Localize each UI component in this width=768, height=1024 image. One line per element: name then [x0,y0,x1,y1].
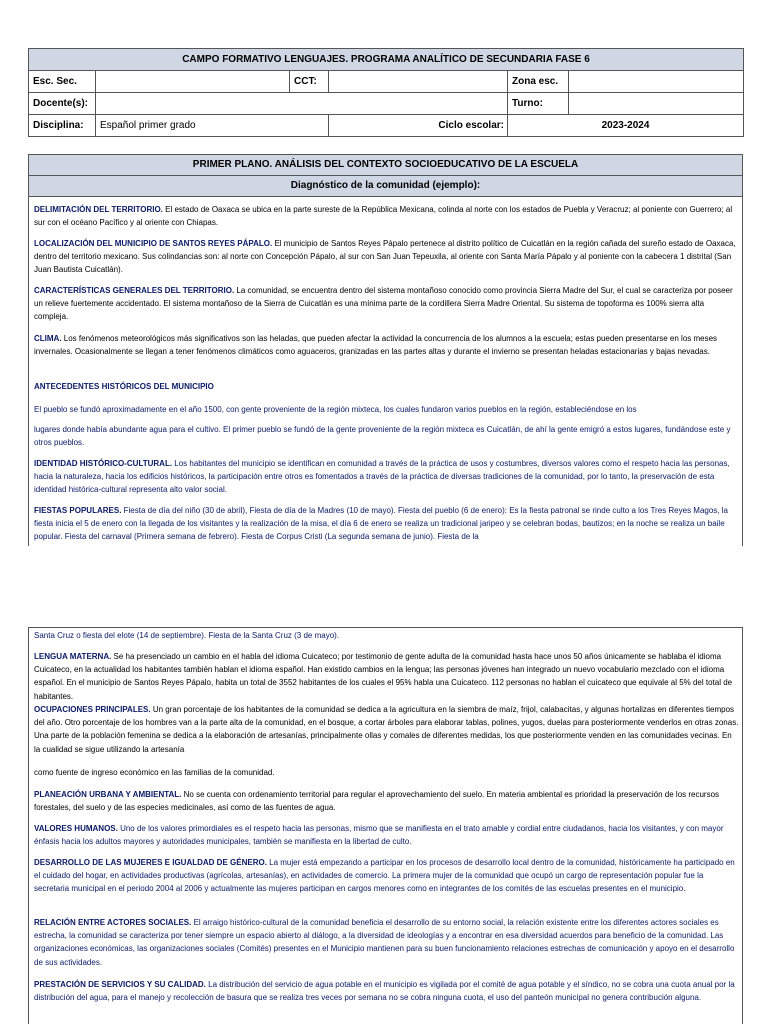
docente-label: Docente(s): [29,93,96,115]
paragraph-planeacion [34,788,740,814]
paragraph-ocupaciones [34,703,740,756]
heading-antecedentes-text: ANTECEDENTES HISTÓRICOS DEL MUNICIPIO [34,382,214,391]
text-caracteristicas: La comunidad, se encuentra dentro del sistema montañoso conocido como provincia Sierra Madre del Sur, el cual se caracteriza por poseer un relieve fuertemente accidentado. El sistema montañoso de la Sierra de Cuicatlán es una mínima parte de la cordillera Sierra Madre Oriental. Su sistema de topoforma es 100% sierra alta compleja. [34,286,733,322]
heading-relacion: RELACIÓN ENTRE ACTORES SOCIALES. [34,918,192,927]
paragraph-ocupaciones-2: como fuente de ingreso económico en las familias de la comunidad. [34,768,275,777]
heading-clima: CLIMA. [34,334,62,343]
text-delimitacion: El estado de Oaxaca se ubica en la parte sureste de la República Mexicana, colinda al norte con los estados de Puebla y Veracruz; al poniente con Guerrero; al sur con el océano Pacífico y al oriente con Chiapas. [34,205,733,228]
docente-field[interactable] [96,93,508,115]
section-title: PRIMER PLANO. ANÁLISIS DEL CONTEXTO SOCIOEDUCATIVO DE LA ESCUELA [29,155,742,176]
heading-valores: VALORES HUMANOS. [34,824,118,833]
heading-identidad: IDENTIDAD HISTÓRICO-CULTURAL. [34,459,173,468]
text-valores: Uno de los valores primordiales es el respeto hacia las personas, mismo que se manifiesta en el trato amable y cordial entre ciudadanos, hacia los visitantes, y con mayor énfasis hacia los adultos mayores y autoridades municipales, también se manifiesta en la libertad de culto. [34,824,724,847]
ciclo-value: 2023-2024 [508,115,744,137]
paragraph-identidad [34,457,740,497]
turno-field[interactable] [569,93,744,115]
heading-delimitacion: DELIMITACIÓN DEL TERRITORIO. [34,205,163,214]
esc-sec-label: Esc. Sec. [29,71,96,93]
heading-servicios: PRESTACIÓN DE SERVICIOS Y SU CALIDAD. [34,980,206,989]
text-servicios: La distribución del servicio de agua potable en el municipio es vigilada por el comité de agua potable y el síndico, no se cobra una cuota anual por la distribución del agua, para el manejo y recolección de basura que se realiza tres veces por semana no se cobra ninguna cuota, el uso del panteón municipal no genera contribución alguna. [34,980,735,1003]
paragraph-caracteristicas [34,284,740,324]
paragraph-localizacion [34,237,740,277]
text-ocupaciones: Un gran porcentaje de los habitantes de la comunidad se dedica a la agricultura en la siembra de maíz, frijol, calabacitas, y algunas hortalizas en diferentes tiempos del año. Otro porcentaje de los hombres van a la parte alta de la comunidad, en el bosque, a cortar árboles para elaborar tablas, polines, yugos, duelas para posteriormente venderlos en otras zonas. Una parte de la población femenina se dedica a la elaboración de artesanías, principalmente ollas y comales de diferentes medidas, los que posteriormente venden en las comunidades vecinas. En la cualidad se sigue utilizando la artesanía [34,705,739,754]
esc-sec-field[interactable] [96,71,290,93]
paragraph-relacion [34,916,740,969]
heading-lengua: LENGUA MATERNA. [34,652,112,661]
paragraph-valores [34,822,740,848]
zona-label: Zona esc. [508,71,569,93]
heading-localizacion: LOCALIZACIÓN DEL MUNICIPIO DE SANTOS REYES PÁPALO. [34,239,273,248]
diagnostic-section-continued [28,627,743,1024]
header-table [28,48,744,137]
disciplina-label: Disciplina: [29,115,96,137]
paragraph-fiestas [34,504,740,544]
heading-caracteristicas: CARACTERÍSTICAS GENERALES DEL TERRITORIO. [34,286,235,295]
paragraph-antecedentes-2: lugares donde había abundante agua para el cultivo. El primer pueblo se fundó de la gente proveniente de la región mixteca es Cuicatlán, de ahí la gente emigró a estos lugares, fundándose este y otros pueblos. [34,425,731,448]
heading-mujeres: DESARROLLO DE LAS MUJERES E IGUALDAD DE GÉNERO. [34,858,267,867]
paragraph-delimitacion [34,203,740,229]
heading-ocupaciones: OCUPACIONES PRINCIPALES. [34,705,151,714]
paragraph-lengua [34,650,740,703]
heading-fiestas: FIESTAS POPULARES. [34,506,122,515]
text-fiestas: Fiesta de día del niño (30 de abril), Fiesta de día de la Madres (10 de mayo). Fiesta del pueblo (6 de enero): Es la fiesta patronal se rinde culto a los Tres Reyes Magos, la fiesta inicia el 5 de enero con la llegada de los visitantes y la realización de la misa, el día 6 de enero se realiza un tradicional jaripeo y se celebran bodas, bautizos; en la noche se realiza un baile popular. Fiesta del carnaval (Primera semana de febrero). Fiesta de Corpus Cristi (La segunda semana de junio). Fiesta de la [34,506,728,542]
paragraph-servicios [34,978,740,1004]
cct-label: CCT: [290,71,329,93]
zona-field[interactable] [569,71,744,93]
diagnostic-section [28,154,743,546]
heading-antecedentes [34,380,740,393]
disciplina-value: Español primer grado [96,115,329,137]
section-subtitle: Diagnóstico de la comunidad (ejemplo): [29,176,742,197]
paragraph-antecedentes-1: El pueblo se fundó aproximadamente en el año 1500, con gente proveniente de la región mixteca, los cuales fundaron varios pueblos en la región, estableciéndose en los [34,405,637,414]
text-relacion: El arraigo histórico-cultural de la comunidad beneficia el desarrollo de su entorno social, la relación existente entre los diferentes actores sociales es estrecha, la comunidad se caracteriza por tener siempre un espacio abierto al diálogo, a la diversidad de ideologías y a encontrar en esa diversidad acuerdos para beneficio de la comunidad. Las organizaciones económicas, las organizaciones sociales (Comités) presentes en el Municipio mantienen para su buen funcionamiento relaciones estrechas de comunicación y apoyo en el desarrollo de sus actividades. [34,918,735,967]
cct-field[interactable] [329,71,508,93]
paragraph-fiestas-continued: Santa Cruz o fiesta del elote (14 de septiembre). Fiesta de la Santa Cruz (3 de mayo). [34,631,340,640]
paragraph-clima [34,332,740,358]
turno-label: Turno: [508,93,569,115]
text-mujeres: La mujer está empezando a participar en los procesos de desarrollo local dentro de la comunidad, históricamente ha participado en el cuidado del hogar, en actividades productivas (agrícolas, artesanías), en actividades de comercio. La primera mujer de la comunidad que ocupó un cargo de representación popular fue la secretaria municipal en el periodo 2004 al 2006 y actualmente las mujeres participan en cargos menores como en integrantes de los comités de las escuelas presentes en el municipio. [34,858,735,894]
ciclo-label: Ciclo escolar: [329,115,508,137]
text-localizacion: El municipio de Santos Reyes Pápalo pertenece al distrito político de Cuicatlán en la región cañada del sureño estado de Oaxaca, dentro del territorio mexicano. Sus colindancias son: al norte con Concepción Pápalo, al sur con San Juan Tepeuxila, al oriente con Santa María Pápalo y al poniente con la cabecera 1 distrital (San Juan Bautista Cuicatlán). [34,239,736,275]
heading-planeacion: PLANEACIÓN URBANA Y AMBIENTAL. [34,790,182,799]
text-clima: Los fenómenos meteorológicos más significativos son las heladas, que pueden afectar la actividad la concurrencia de los alumnos a la escuela; estas pueden presentarse en los meses invernales. Ocasionalmente se llegan a tener fenómenos climáticos como aguaceros, granizadas en las partes altas y durante el invierno se presentan heladas estacionarias y bajas nevadas. [34,334,718,357]
text-planeacion: No se cuenta con ordenamiento territorial para regular el aprovechamiento del suelo. En materia ambiental es prioridad la preservación de los recursos forestales, del suelo y de las especies medicinales, así como de las fuentes de agua. [34,790,720,813]
paragraph-mujeres [34,856,740,896]
text-lengua: Se ha presenciado un cambio en el habla del idioma Cuicateco; por testimonio de gente adulta de la comunidad hasta hace unos 50 años únicamente se hablaba el idioma Cuicateco, en la actualidad los habitantes también hablan el idioma español. Han existido cambios en la lengua; las personas jóvenes han integrado un nuevo vocabulario mezclado con el idioma español. En el municipio de Santos Reyes Pápalo, habita un total de 3552 habitantes de los cuales el 95% habla una Cuicateco. 112 personas no hablan el cuicateco que equivale al 5% del total de habitantes. [34,652,733,701]
document-title: CAMPO FORMATIVO LENGUAJES. PROGRAMA ANALÍTICO DE SECUNDARIA FASE 6 [29,49,744,71]
text-identidad: Los habitantes del municipio se identifican en comunidad a través de la práctica de usos y costumbres, diversos valores como el respeto hacia las personas, hacia la naturaleza, hacia los edificios históricos, la participación entre otros es fomentados a través de la práctica de diversas tradiciones de la comunidad, por lo tanto, la preservación de esta identidad histórica-cultural representa alto valor social. [34,459,730,495]
